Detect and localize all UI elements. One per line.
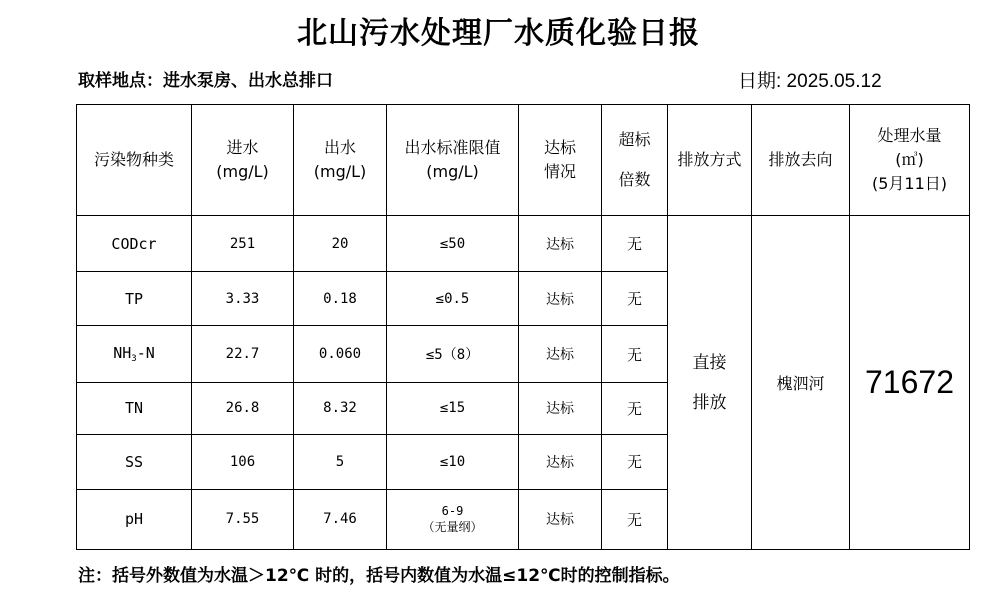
water-quality-table xyxy=(76,104,970,550)
compliance-cell: 达标 xyxy=(519,489,602,549)
outflow-cell: 7.46 xyxy=(294,489,387,549)
exceed-cell: 无 xyxy=(602,272,668,326)
inflow-cell: 3.33 xyxy=(192,272,294,326)
limit-cell: ≤15 xyxy=(387,382,519,434)
limit-cell: ≤10 xyxy=(387,434,519,489)
header-outflow: 出水 (mg/L) xyxy=(294,105,387,216)
header-pollutant: 污染物种类 xyxy=(77,105,192,216)
header-row xyxy=(77,105,970,216)
page-title: 北山污水处理厂水质化验日报 xyxy=(297,16,700,51)
compliance-cell: 达标 xyxy=(519,382,602,434)
header-compliance: 达标情况 xyxy=(519,105,602,216)
header-discharge-method: 排放方式 xyxy=(668,105,752,216)
inflow-cell: 26.8 xyxy=(192,382,294,434)
pollutant-cell: $NH_3-N$ xyxy=(77,326,192,382)
limit-cell: ≤0.5 xyxy=(387,272,519,326)
outflow-cell: 0.18 xyxy=(294,272,387,326)
compliance-cell: 达标 xyxy=(519,272,602,326)
limit-cell: ≤50 xyxy=(387,216,519,272)
report-date: 日期: 2025.05.12 xyxy=(738,71,882,92)
exceed-cell: 无 xyxy=(602,216,668,272)
inflow-cell: 251 xyxy=(192,216,294,272)
limit-cell: ≤5（8） xyxy=(387,326,519,382)
exceed-cell: 无 xyxy=(602,382,668,434)
outflow-cell: 8.32 xyxy=(294,382,387,434)
inflow-cell: 106 xyxy=(192,434,294,489)
pollutant-cell: TP xyxy=(77,272,192,326)
inflow-cell: 22.7 xyxy=(192,326,294,382)
pollutant-cell: SS xyxy=(77,434,192,489)
header-discharge-dest: 排放去向 xyxy=(752,105,850,216)
limit-cell: 6-9 （无量纲） xyxy=(387,489,519,549)
header-exceed: 超标倍数 xyxy=(602,105,668,216)
exceed-cell: 无 xyxy=(602,489,668,549)
inflow-cell: 7.55 xyxy=(192,489,294,549)
compliance-cell: 达标 xyxy=(519,216,602,272)
exceed-cell: 无 xyxy=(602,434,668,489)
outflow-cell: 20 xyxy=(294,216,387,272)
outflow-cell: 0.060 xyxy=(294,326,387,382)
pollutant-cell: CODcr xyxy=(77,216,192,272)
volume-cell: 71672 xyxy=(850,216,970,550)
discharge-method-cell: 直接 排放 xyxy=(668,216,752,550)
compliance-cell: 达标 xyxy=(519,326,602,382)
header-limit: 出水标准限值 (mg/L) xyxy=(387,105,519,216)
sampling-site: 取样地点：进水泵房、出水总排口 xyxy=(78,71,333,91)
compliance-cell: 达标 xyxy=(519,434,602,489)
table-row xyxy=(77,216,970,272)
pollutant-cell: pH xyxy=(77,489,192,549)
footnote: 注：括号外数值为水温＞12℃ 时的，括号内数值为水温≤12℃时的控制指标。 xyxy=(78,566,680,586)
pollutant-cell: TN xyxy=(77,382,192,434)
header-inflow: 进水 (mg/L) xyxy=(192,105,294,216)
header-volume: 处理水量 (㎥) (5月11日) xyxy=(850,105,970,216)
outflow-cell: 5 xyxy=(294,434,387,489)
discharge-dest-cell: 槐泗河 xyxy=(752,216,850,550)
exceed-cell: 无 xyxy=(602,326,668,382)
